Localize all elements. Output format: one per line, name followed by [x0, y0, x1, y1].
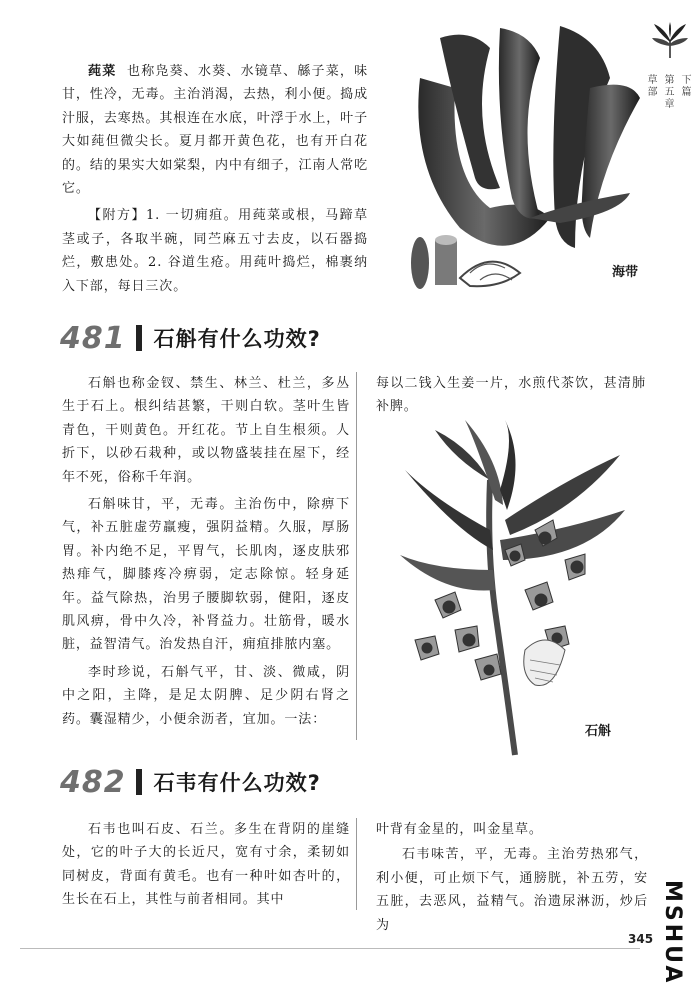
section-481-title: 石斛有什么功效?: [153, 327, 321, 351]
section-482-number: 482: [60, 764, 126, 800]
kelp-image: [400, 18, 645, 293]
haidai-caption: 海带: [612, 265, 639, 280]
chuncai-name: 莼菜: [88, 64, 117, 79]
haidai-illustration: [400, 18, 645, 293]
section-481-number: 481: [60, 320, 126, 356]
shihu-illustration: [395, 420, 645, 760]
heading-bar: [136, 769, 142, 795]
side-tab-chapter: 第五章: [662, 74, 673, 110]
section-482-title: 石韦有什么功效?: [153, 771, 321, 795]
shihu-right-text: 每以二钱入生姜一片，水煎代茶饮，甚清肺补脾。: [376, 376, 646, 415]
heading-bar: [136, 325, 142, 351]
section-482-left: [62, 818, 350, 912]
entry-chuncai: [62, 60, 368, 298]
shihu-paragraph-1: 石斛也称金钗、禁生、林兰、杜兰，多丛生于石上。根纠结甚繁，干则白软。茎叶生皆青色，干则黄色。开红花。节上自生根须。人折下，以砂石栽种，或以物盛装挂在屋下，经年不死，俗称千年润。: [62, 376, 350, 485]
shiwei-right-text-2: 石韦味苦，平，无毒。主治劳热邪气，利小便，可止烦下气，通膀胱，补五劳，安五脏，去恶风，益精气。治遗尿淋沥，炒后为: [376, 847, 648, 933]
chuncai-paragraph: [62, 60, 368, 200]
section-481-heading: [60, 318, 321, 358]
footer-rule: [20, 948, 640, 949]
shihu-caption: 石斛: [585, 724, 612, 739]
shihu-paragraph-3: 李时珍说，石斛气平，甘、淡、微咸，阴中之阳，主降，是足太阴脾、足少阴右肾之药。囊湿精少，小便余沥者，宜加。一法：: [62, 664, 350, 727]
side-tab-part: 下篇: [679, 74, 690, 98]
shiwei-right-text-1: 叶背有金星的，叫金星草。: [376, 822, 543, 837]
page-number: 345: [628, 932, 654, 946]
chuncai-text: 也称凫葵、水葵、水镜草、緜子菜，味甘，性冷，无毒。主治消渴，去热，利小便。捣成汁服，去寒热。其根连在水底，叶浮于水上，叶子大如莼但微尖长。夏月都开黄色花，也有开白花的。结的果实大如棠梨，内中有细子，江南人常吃它。: [62, 64, 368, 197]
watermark: MSHUA: [660, 880, 685, 986]
column-divider: [356, 818, 357, 910]
side-tab-section: 草部: [645, 74, 656, 98]
section-482-heading: [60, 762, 321, 802]
shiwei-left-text: 石韦也叫石皮、石兰。多生在背阴的崖缝处，它的叶子大的长近尺，宽有寸余，柔韧如同树皮，背面有黄毛。也有一种叶如杏叶的，生长在石上，其性与前者相同。其中: [62, 822, 350, 908]
side-tab: [645, 22, 692, 202]
section-481-left: [62, 372, 350, 731]
fufang-paragraph: [62, 204, 368, 298]
shihu-paragraph-2: 石斛味甘，平，无毒。主治伤中，除痹下气，补五脏虚劳羸瘦，强阴益精。久服，厚肠胃。补内绝不足，平胃气，长肌肉，逐皮肤邪热痱气，脚膝疼冷痹弱，定志除惊。轻身延年。益气除热，治男子腰脚软弱，健阳，逐皮肌风痹，骨中久冷，补肾益力。壮筋骨，暖水脏，益智清气。治发热自汗，痈疽排脓内塞。: [62, 497, 350, 653]
section-481-right: [376, 372, 646, 419]
leaf-ornament-icon: [650, 22, 690, 62]
fufang-label: 【附方】: [88, 208, 146, 224]
dendrobium-image: [395, 420, 645, 760]
fufang-text: 1. 一切痈疽。用莼菜或根，马蹄草茎或子，各取半碗，同苎麻五寸去皮，以石器捣烂，敷患处。2. 谷道生疮。用莼叶捣烂，棉裹纳入下部，每日三次。: [62, 208, 368, 294]
section-482-right: [376, 818, 648, 937]
column-divider: [356, 372, 357, 740]
